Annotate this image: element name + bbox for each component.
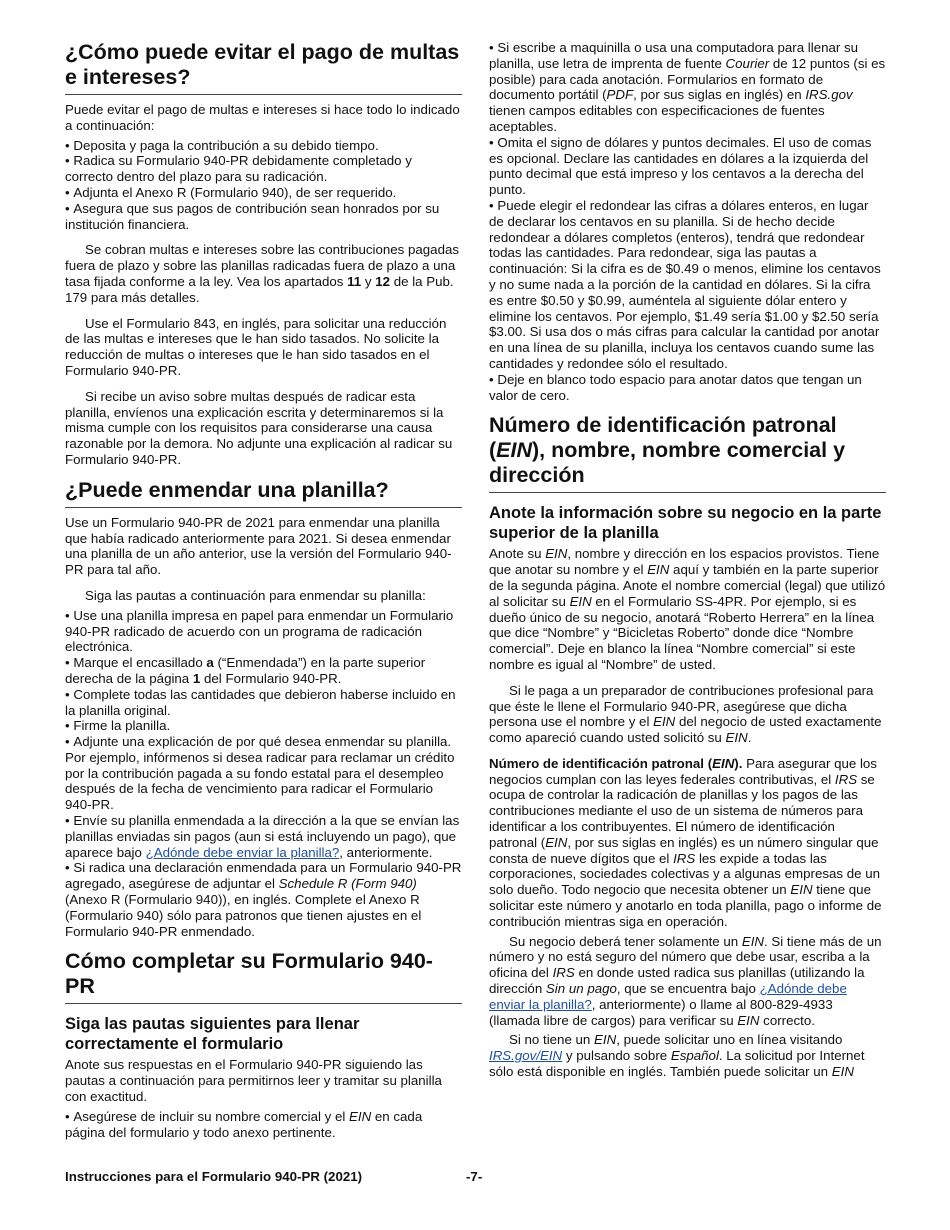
penalties-paragraph: Si recibe un aviso sobre multas después de radicar esta planilla, envíenos una explicación escrita y determinaremos si la misma cumple con los requisitos para considerarse una causa razonable por la demora. No adjunte una explicación al radicar su Formulario 940-PR. [65, 388, 453, 467]
subheading-business-info: Anote la información sobre su negocio en la parte superior de la planilla [489, 504, 882, 543]
left-column [65, 40, 462, 1150]
heading-complete: Cómo completar su Formulario 940-PR [65, 949, 462, 1004]
preparer-paragraph: Si le paga a un preparador de contribuciones profesional para que éste le llene el Formulario 940-PR, asegúrese que dicha persona use el nombre y el EIN del negocio de usted exactamente como apareció cuando usted solicitó su EIN. [489, 682, 882, 746]
list-item: • Si escribe a maquinilla o usa una computadora para llenar su planilla, use letra de imprenta de fuente Courier de 12 puntos (si es posible) para cada anotación. Formularios en formato de documento portátil (PDF, por sus siglas en inglés) en IRS.gov tienen campos editables con especificaciones de fuentes aceptables. [489, 40, 886, 135]
penalties-paragraph: Se cobran multas e intereses sobre las contribuciones pagadas fuera de plazo y sobre las planillas radicadas fuera de plazo a una tasa fijada conforme a la ley. Vea los apartados 11 y 12 de la Pub. 179 para más detalles. [65, 242, 460, 305]
heading-penalties: ¿Cómo puede evitar el pago de multas e intereses? [65, 40, 462, 95]
where-to-file-link[interactable]: ¿Adónde debe enviar la planilla? [145, 844, 340, 860]
amend-paragraph: Siga las pautas a continuación para enmendar su planilla: [85, 587, 426, 603]
amend-paragraph: Use un Formulario 940-PR de 2021 para enmendar una planilla que había radicado anteriormente para 2021. Si desea enmendar una planilla de un año anterior, use la versión del Formulario 940-PR para tal año. [65, 514, 452, 578]
list-item: • Marque el encasillado a (“Enmendada”) en la parte superior derecha de la página 1 del Formulario 940-PR. [65, 655, 462, 687]
penalties-paragraph: Use el Formulario 843, en inglés, para solicitar una reducción de las multas e intereses que le han sido tasados. No solicite la reducción de multas o intereses que le han sido tasados en el Formulario 940-PR. [65, 315, 447, 378]
irs-ein-link[interactable]: IRS.gov/EIN [489, 1048, 563, 1064]
follow-list [65, 1109, 462, 1141]
info-paragraph: Anote su EIN, nombre y dirección en los espacios provistos. Tiene que anotar su nombre y el EIN aquí y también en la parte superior de la segunda página. Anote el nombre comercial (legal) que utilizó al solicitar su EIN en el Formulario SS-4PR. Por ejemplo, si es dueño único de su negocio, anotará “Roberto Herrera” en la línea que dice “Nombre” y “Bicicletas Roberto” donde dice “Nombre comercial”. Deje en blanco la línea “Nombre comercial” si este nombre es igual al “Nombre” de usted. [489, 546, 886, 672]
list-item: • Deposita y paga la contribución a su debido tiempo. [65, 138, 462, 154]
penalties-list [65, 138, 462, 233]
list-item: • Si radica una declaración enmendada para un Formulario 940-PR agregado, asegúrese de adjuntar el Schedule R (Form 940) (Anexo R (Formulario 940)), en inglés. Complete el Anexo R (Formulario 940) sólo para patronos que tienen ajustes en el Formulario 940-PR enmendado. [65, 860, 462, 939]
list-item: • Deje en blanco todo espacio para anotar datos que tengan un valor de cero. [489, 372, 886, 404]
list-item: • Omita el signo de dólares y puntos decimales. El uso de comas es opcional. Declare las cantidades en dólares a la izquierda del punto decimal que está impreso y los centavos a la derecha del punto. [489, 135, 886, 198]
page-number: -7- [466, 1169, 483, 1184]
list-item: • Firme la planilla. [65, 718, 462, 734]
right-column [489, 40, 886, 1090]
one-ein-paragraph: Su negocio deberá tener solamente un EIN. Si tiene más de un número y no está seguro del número que debe usar, escriba a la oficina del IRS en donde usted radica sus planillas (utilizando la dirección Sin un pago, que se encuentra bajo ¿Adónde debe enviar la planilla?, anteriormente) o llame al 800-829-4933 (llamada libre de cargos) para verificar su EIN correcto. [489, 933, 882, 1028]
ein-definition-paragraph: Número de identificación patronal (EIN). Para asegurar que los negocios cumplan con las leyes federales contributivas, el IRS se ocupa de controlar la radicación de planillas y los pagos de las contribuciones mediante el uso de un sistema de números para identificar a los contribuyentes. El número de identificación patronal (EIN, por sus siglas en inglés) es un número singular que consta de nueve dígitos que el IRS les expide a todas las corporaciones, sociedades colectivas y a algunas empresas de un solo dueño. Todo negocio que necesita obtener un EIN tiene que solicitar este número y anotarlo en toda planilla, pago o informe de contribución mientras siga en operación. [489, 755, 882, 929]
list-item: • Envíe su planilla enmendada a la dirección a la que se envían las planillas enviadas sin pagos (aun si está incluyendo un pago), que aparece bajo ¿Adónde debe enviar la planilla?, anteriormente. [65, 813, 462, 860]
footer-title: Instrucciones para el Formulario 940-PR (2021) [65, 1169, 363, 1184]
heading-amend: ¿Puede enmendar una planilla? [65, 478, 462, 508]
amend-list [65, 608, 462, 940]
apply-ein-paragraph: Si no tiene un EIN, puede solicitar uno en línea visitando IRS.gov/EIN y pulsando sobre Español. La solicitud por Internet sólo está disponible en inglés. También puede solicitar un EIN [489, 1032, 865, 1080]
follow-paragraph: Anote sus respuestas en el Formulario 940-PR siguiendo las pautas a continuación para permitirnos leer y tramitar su planilla con exactitud. [65, 1057, 442, 1105]
list-item: • Adjunte una explicación de por qué desea enmendar su planilla. Por ejemplo, infórmenos si desea radicar para reclamar un crédito por la contribución pagada a su fondo estatal para el desempleo después de la fecha de vencimiento para radicar el Formulario 940-PR. [65, 734, 462, 813]
heading-ein: Número de identificación patronal (EIN), nombre, nombre comercial y dirección [489, 413, 886, 493]
list-item: • Complete todas las cantidades que debieron haberse incluido en la planilla original. [65, 687, 462, 719]
list-item: • Radica su Formulario 940-PR debidamente completado y correcto dentro del plazo para su radicación. [65, 153, 462, 185]
list-item: • Asegura que sus pagos de contribución sean honrados por su institución financiera. [65, 201, 462, 233]
list-item: • Adjunta el Anexo R (Formulario 940), de ser requerido. [65, 185, 462, 201]
where-to-file-link[interactable]: ¿Adónde debe enviar la planilla? [489, 981, 847, 1012]
subheading-follow: Siga las pautas siguientes para llenar correctamente el formulario [65, 1015, 360, 1054]
format-list [489, 40, 886, 403]
list-item: • Asegúrese de incluir su nombre comercial y el EIN en cada página del formulario y todo anexo pertinente. [65, 1109, 462, 1141]
list-item: • Puede elegir el redondear las cifras a dólares enteros, en lugar de declarar los centavos en su planilla. Si de hecho decide redondear a dólares completos (enteros), tendrá que redondear todas las cantidades. Para redondear, siga las pautas a continuación: Si la cifra es de $0.49 o menos, elimine los centavos y no sume nada a la porción de la cantidad en dólares. Si la cifra es entre $0.50 y $0.99, auméntela al siguiente dólar entero y elimine los centavos. Por ejemplo, $1.49 sería $1.00 y $2.50 sería $3.00. Si usa dos o más cifras para calcular la cantidad por anotar en una línea de su planilla, incluya los centavos cuando sume las cantidades y redondee sólo el resultado. [489, 198, 886, 372]
list-item: • Use una planilla impresa en papel para enmendar un Formulario 940-PR radicado de acuerdo con un programa de radicación electrónica. [65, 608, 462, 655]
penalties-intro: Puede evitar el pago de multas e intereses si hace todo lo indicado a continuación: [65, 102, 460, 133]
